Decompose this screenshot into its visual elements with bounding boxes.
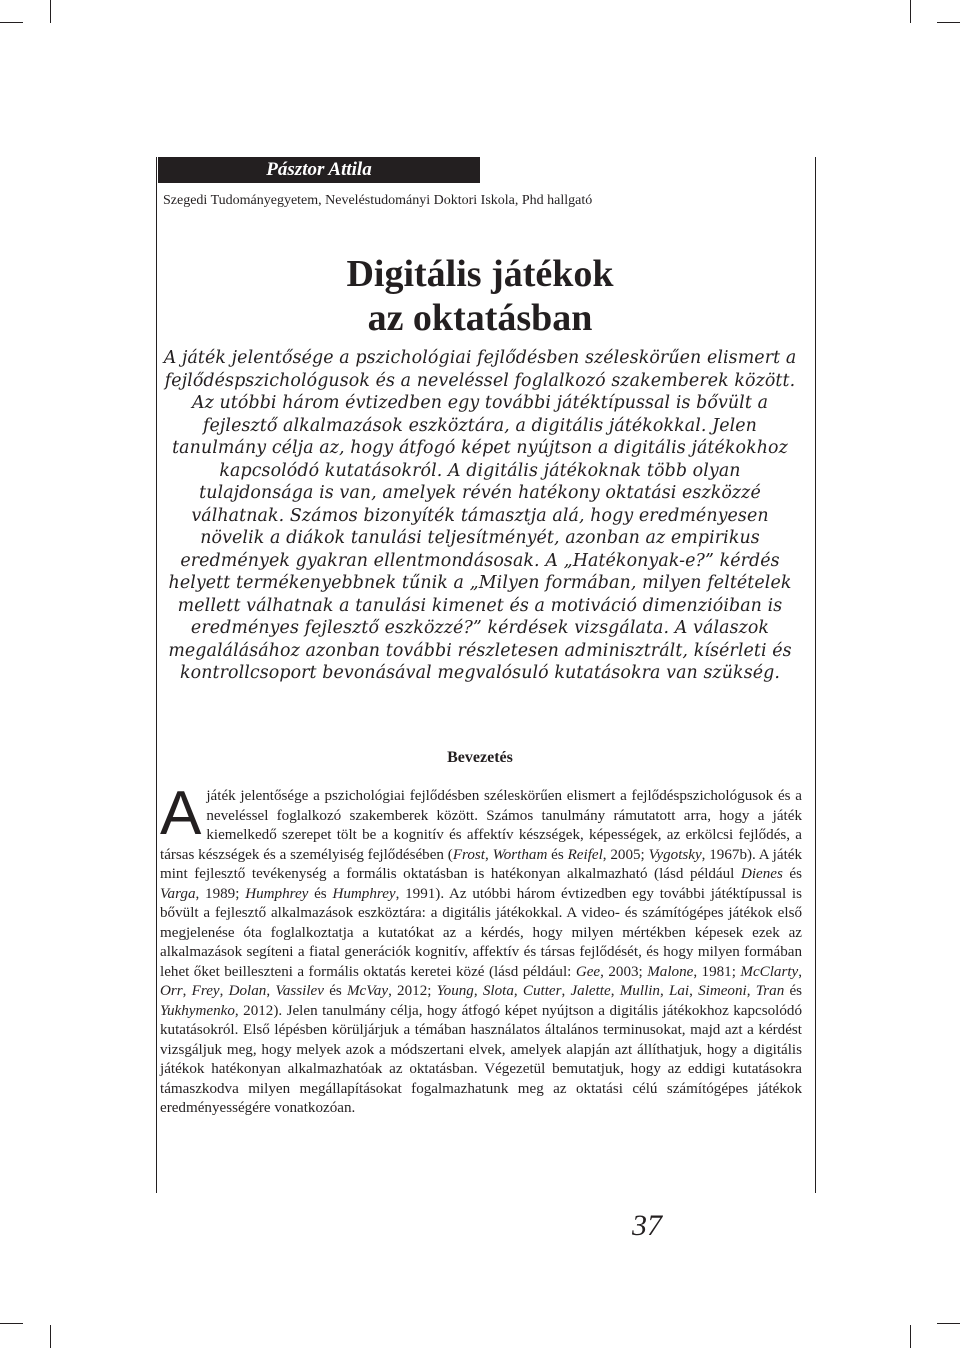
text: , 1981; [693,963,741,980]
citation-author: Lai [668,983,690,999]
crop-mark [0,1323,23,1324]
citation-author: Young [436,983,474,999]
text: , [266,983,276,999]
text: , [561,983,571,999]
citation-author: Cutter [522,983,562,999]
citation-author: Varga [160,885,196,902]
text: , 2012; [388,983,437,999]
text: , 1991). Az utóbbi három évtizedben egy további játéktípussal is bővült a fejlesztő alkalmazások eszköztára: a digitális játékokkal. A video- és számítógépes játékok első megjelenése óta foglalkoztatja a kutatókat az a kérdés, hogy milyen mértékben képesek ezek az alkalmazások segíteni a fiatal generációk kognitív, affektív és társas fejlődését, és hogy milyen formában lehet őket beilleszteni a formális oktatás keretei közé (lásd például: [160,885,803,980]
citation-author: McVay [346,983,389,999]
citation-author: McClarty [740,963,799,980]
citation-author: Yukhymenko [160,1002,235,1019]
text: és [323,983,347,999]
text: , [798,963,803,980]
section-heading: Bevezetés [447,749,513,766]
text: , 2012). Jelen tanulmány célja, hogy átfogó képet nyújtson a digitális játékokhoz kapcsolódó kutatásokról. Első lépésben körüljárjuk a témában használatos általános terminusokat, majd azt a kérdést vizsgáljuk meg, hogy melyek azok a módszertani elvek, amelyek alapján azt állíthatjuk, hogy a digitális játékok hatékonyan alkalmazhatóak az oktatásban. Végezetül bemutatjuk, hogy az eddigi kutatásokra támaszkodva milyen megállapításokat fogalmazhatunk meg az oktatási célú számítógépes játékok eredményességére vonatkozóan. [160,1002,802,1116]
body-paragraph [160,779,803,1119]
citation-author: Malone [647,963,694,980]
citation-author: Simeoni [698,983,747,999]
page-number: 37 [632,1209,662,1242]
citation-author: Gee [575,963,601,980]
citation-author: Dienes [740,866,783,882]
text: , 1989; [195,885,246,902]
crop-mark [910,1325,911,1348]
text: és [782,866,802,882]
text: , [610,983,620,999]
citation-author: Humphrey [332,885,396,902]
text: , 1967b). A játék mint fejlesztő tevékenység a formális oktatásban is hatékonyan alkalmazható (lásd például [160,846,803,882]
text: , [182,983,192,999]
crop-mark [937,1323,960,1324]
title-line-2: az oktatásban [367,297,593,339]
crop-mark [50,1325,51,1348]
citation-author: Reifel [567,846,603,863]
crop-mark [50,0,51,23]
author-affiliation: Szegedi Tudományegyetem, Neveléstudományi Doktori Iskola, Phd hallgató [163,193,593,208]
text: , [513,983,523,999]
text: és [308,885,333,902]
right-margin-rule [815,157,816,1193]
citation-author: Frost [452,846,485,863]
citation-author: Frey [191,983,220,999]
text: , [219,983,229,999]
drop-cap: A [160,779,202,848]
citation-author: Mullin [619,983,660,999]
text: játék jelentősége a pszichológiai fejlődésben széleskörűen elismert a fejlődéspszichológusok és a neveléssel foglalkozó szakemberek között. Számos tanulmány rámutatott arra, hogy a játék kiemelkedő szerepet tölt be a kognitív és affektív készségek, képességek, az erkölcsi fejlődés, a társas készségek és a személyiség fejlődésében ( [160,788,802,863]
crop-mark [910,0,911,23]
text: , [484,846,493,863]
citation-author: Vassilev [275,983,324,999]
text: , [473,983,483,999]
text: , [689,983,699,999]
text: , 2003; [600,963,648,980]
citation-author: Jalette [570,983,611,999]
text: , [659,983,669,999]
citation-author: Humphrey [245,885,309,902]
citation-author: Dolan [228,983,267,999]
text: és [784,983,803,999]
article-title [160,252,800,340]
citation-author: Wortham [492,846,548,863]
abstract: A játék jelentősége a pszichológiai fejlődésben széleskörűen elismert a fejlődéspszichológusok és a neveléssel foglalkozó szakemberek között. Az utóbbi három évtizedben egy további játéktípussal is bővült a fejlesztő alkalmazások eszköztára, a digitális játékokkal. Jelen tanulmány célja az, hogy átfogó képet nyújtson a digitális játékokhoz kapcsolódó kutatásokról. A digitális játékoknak több olyan tulajdonsága is van, amelyek révén hatékony oktatási eszközzé válhatnak. Számos bizonyíték támasztja alá, hogy eredményesen növelik a diákok tanulási teljesítményét, azonban az empirikus eredmények gyakran ellentmondásosak. A „Hatékonyak-e?” kérdés helyett termékenyebbnek tűnik a „Milyen formában, milyen feltételek mellett válhatnak a tanulási kimenet és a motiváció dimenzióiban is eredményes fejlesztő eszközzé?” kérdések vizsgálata. A válaszok megalálásához azonban további részletesen adminisztrált, kísérleti és kontrollcsoport bevonásával megvalósuló kutatásokra van szükség. [163,348,797,683]
text: , 2005; [602,846,649,863]
author-name: Pásztor Attila [158,157,480,183]
citation-author: Slota [482,983,514,999]
text: , [746,983,756,999]
citation-author: Tran [755,983,785,999]
title-line-1: Digitális játékok [346,253,614,295]
crop-mark [0,22,23,23]
left-margin-rule [156,157,157,1193]
citation-author: Orr [160,983,183,999]
citation-author: Vygotsky [648,846,702,863]
text: és [547,846,568,863]
crop-mark [937,22,960,23]
